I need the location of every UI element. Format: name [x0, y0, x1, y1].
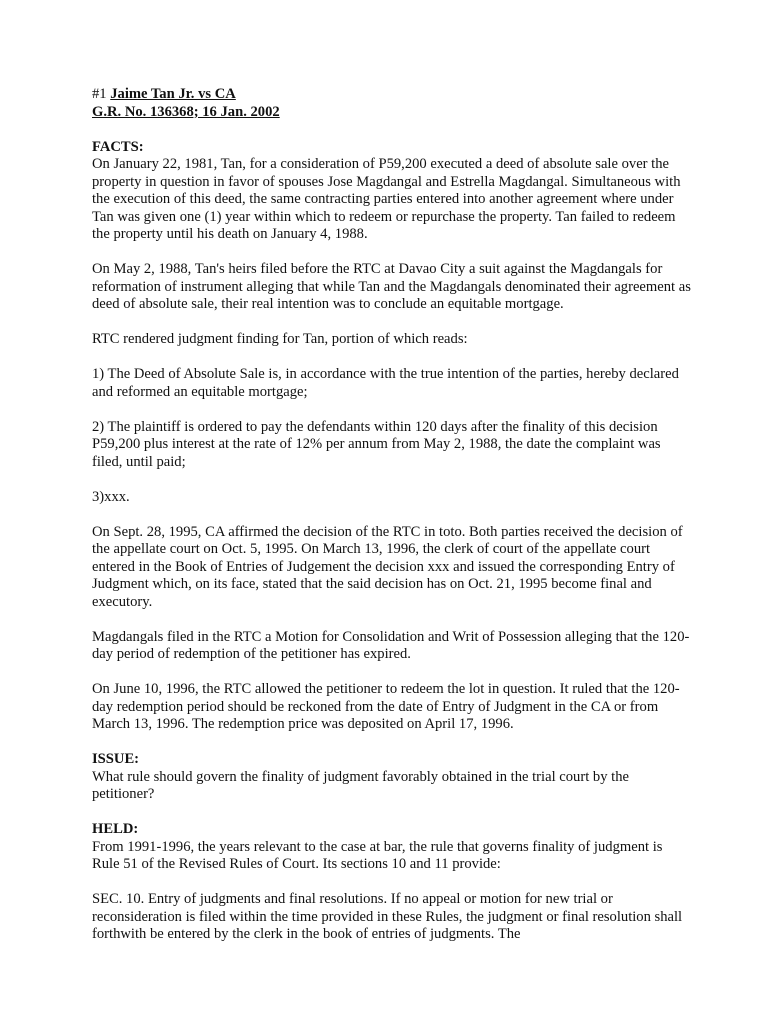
case-title: Jaime Tan Jr. vs CA	[110, 86, 236, 102]
facts-paragraph-5: Magdangals filed in the RTC a Motion for Consolidation and Writ of Possession alleging that the 120-day period of redemption of the petitioner has expired.	[92, 628, 690, 662]
spacer	[92, 611, 692, 629]
spacer	[92, 506, 692, 524]
spacer	[92, 349, 692, 367]
held-heading: HELD:	[92, 821, 139, 837]
spacer	[92, 874, 692, 892]
facts-heading: FACTS:	[92, 138, 144, 155]
held-paragraph-2: SEC. 10. Entry of judgments and final resolutions. If no appeal or motion for new trial or reconsideration is filed within the time provided in these Rules, the judgment or final resolution shall forthwith be entered by the clerk in the book of entries of judgments. The	[92, 891, 683, 942]
held-paragraph-1: From 1991-1996, the years relevant to the case at bar, the rule that governs finality of judgment is Rule 51 of the Revised Rules of Court. Its sections 10 and 11 provide:	[92, 838, 663, 872]
case-title-line	[92, 86, 692, 104]
spacer	[92, 804, 692, 822]
spacer	[92, 121, 692, 139]
spacer	[92, 401, 692, 419]
issue-paragraph: What rule should govern the finality of judgment favorably obtained in the trial court by the petitioner?	[92, 768, 629, 802]
facts-paragraph-6: On June 10, 1996, the RTC allowed the petitioner to redeem the lot in question. It ruled that the 120-day redemption period should be reckoned from the date of Entry of Judgment in the CA or from March 13, 1996. The redemption price was deposited on April 17, 1996.	[92, 681, 680, 732]
facts-item-1: 1) The Deed of Absolute Sale is, in accordance with the true intention of the parties, hereby declared and reformed an equitable mortgage;	[92, 366, 679, 400]
facts-item-2: 2) The plaintiff is ordered to pay the defendants within 120 days after the finality of this decision P59,200 plus interest at the rate of 12% per annum from May 2, 1988, the date the complaint was filed, until paid;	[92, 418, 661, 470]
spacer	[92, 244, 692, 262]
facts-paragraph-2: On May 2, 1988, Tan's heirs filed before the RTC at Davao City a suit against the Magdangals for reformation of instrument alleging that while Tan and the Magdangals denominated their agreement as deed of absolute sale, their real intention was to conclude an equitable mortgage.	[92, 261, 691, 312]
document-page	[92, 86, 692, 944]
facts-paragraph-4: On Sept. 28, 1995, CA affirmed the decision of the RTC in toto. Both parties received the decision of the appellate court on Oct. 5, 1995. On March 13, 1996, the clerk of court of the appellate court entered in the Book of Entries of Judgement the decision xxx and issued the corresponding Entry of Judgment which, on its face, stated that the said decision has on Oct. 21, 1995 become final and executory.	[92, 523, 683, 610]
spacer	[92, 734, 692, 752]
issue-heading: ISSUE:	[92, 751, 140, 767]
facts-paragraph-3: RTC rendered judgment finding for Tan, portion of which reads:	[92, 331, 468, 347]
gr-number: G.R. No. 136368; 16 Jan. 2002	[92, 103, 280, 120]
case-number: #1	[92, 86, 107, 102]
spacer	[92, 664, 692, 682]
spacer	[92, 314, 692, 332]
spacer	[92, 471, 692, 489]
facts-paragraph-1: On January 22, 1981, Tan, for a consideration of P59,200 executed a deed of absolute sale over the property in question in favor of spouses Jose Magdangal and Estrella Magdangal. Simultaneous with the execution of this deed, the same contracting parties entered into another agreement where under Tan was given one (1) year within which to redeem or repurchase the property. Tan failed to redeem the property until his death on January 4, 1988.	[92, 156, 681, 242]
facts-item-3: 3)xxx.	[92, 488, 130, 505]
